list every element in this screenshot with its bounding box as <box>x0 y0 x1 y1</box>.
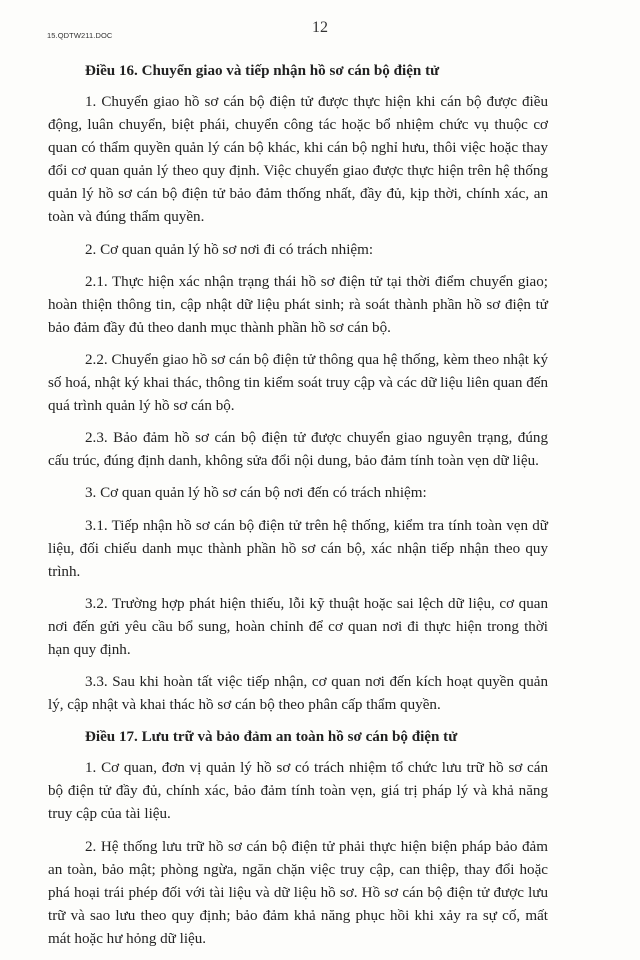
article-16-paragraph: 2. Cơ quan quản lý hồ sơ nơi đi có trách nhiệm: <box>85 241 374 258</box>
article-16-paragraph: 2.1. Thực hiện xác nhận trạng thái hồ sơ điện tử tại thời điểm chuyển giao; hoàn thiện thông tin, cập nhật dữ liệu phát sinh; rà soát thành phần hồ sơ điện tử bảo đảm đầy đủ theo danh mục thành phần hồ sơ cán bộ. <box>48 273 548 336</box>
article-16-paragraph: 3. Cơ quan quản lý hồ sơ cán bộ nơi đến có trách nhiệm: <box>85 485 427 502</box>
article-16-paragraph: 2.3. Bảo đảm hồ sơ cán bộ điện tử được chuyển giao nguyên trạng, đúng cấu trúc, đúng định danh, không sửa đổi nội dung, bảo đảm tính toàn vẹn dữ liệu. <box>48 430 548 470</box>
article-17-heading: Điều 17. Lưu trữ và bảo đảm an toàn hồ sơ cán bộ điện tử <box>85 729 458 746</box>
document-body <box>48 60 548 960</box>
article-16-paragraph: 3.3. Sau khi hoàn tất việc tiếp nhận, cơ quan nơi đến kích hoạt quyền quản lý, cập nhật và khai thác hồ sơ cán bộ theo phân cấp thẩm quyền. <box>48 674 548 714</box>
article-16-paragraph: 3.2. Trường hợp phát hiện thiếu, lỗi kỹ thuật hoặc sai lệch dữ liệu, cơ quan nơi đến gửi yêu cầu bổ sung, hoàn chỉnh để cơ quan nơi đi thực hiện trong thời hạn quy định. <box>48 595 548 658</box>
document-code: 15.QDTW211.DOC <box>47 31 113 40</box>
article-16-paragraph: 1. Chuyển giao hồ sơ cán bộ điện tử được thực hiện khi cán bộ được điều động, luân chuyển, biệt phái, chuyển công tác hoặc bổ nhiệm chức vụ thuộc cơ quan có thẩm quyền quản lý cán bộ khác, khi cán bộ nghỉ hưu, thôi việc hoặc thay đổi cơ quan quản lý theo quy định. Việc chuyển giao được thực hiện trên hệ thống quản lý hồ sơ cán bộ điện tử bảo đảm thống nhất, đầy đủ, kịp thời, chính xác, an toàn và đúng thẩm quyền. <box>48 94 548 226</box>
page-number: 12 <box>312 19 328 36</box>
article-17-paragraph: 2. Hệ thống lưu trữ hồ sơ cán bộ điện tử phải thực hiện biện pháp bảo đảm an toàn, bảo mật; phòng ngừa, ngăn chặn việc truy cập, can thiệp, thay đổi hoặc phá hoại trái phép đối với tài liệu và dữ liệu hồ sơ. Hồ sơ cán bộ điện tử được lưu trữ và sao lưu theo quy định; bảo đảm khả năng phục hồi khi xảy ra sự cố, mất mát hoặc hư hỏng dữ liệu. <box>48 838 548 947</box>
article-16-heading: Điều 16. Chuyển giao và tiếp nhận hồ sơ cán bộ điện tử <box>85 63 440 79</box>
article-17-paragraph: 1. Cơ quan, đơn vị quản lý hồ sơ có trách nhiệm tổ chức lưu trữ hồ sơ cán bộ điện tử đầy đủ, chính xác, bảo đảm tính toàn vẹn, giá trị pháp lý và khả năng truy cập của tài liệu. <box>48 760 548 823</box>
article-16-paragraph: 3.1. Tiếp nhận hồ sơ cán bộ điện tử trên hệ thống, kiểm tra tính toàn vẹn dữ liệu, đối chiếu danh mục thành phần hồ sơ cán bộ, xác nhận tiếp nhận theo quy trình. <box>48 517 548 580</box>
article-16-paragraph: 2.2. Chuyển giao hồ sơ cán bộ điện tử thông qua hệ thống, kèm theo nhật ký số hoá, nhật ký khai thác, thông tin kiểm soát truy cập và các dữ liệu liên quan đến quá trình quản lý hồ sơ cán bộ. <box>48 351 548 415</box>
